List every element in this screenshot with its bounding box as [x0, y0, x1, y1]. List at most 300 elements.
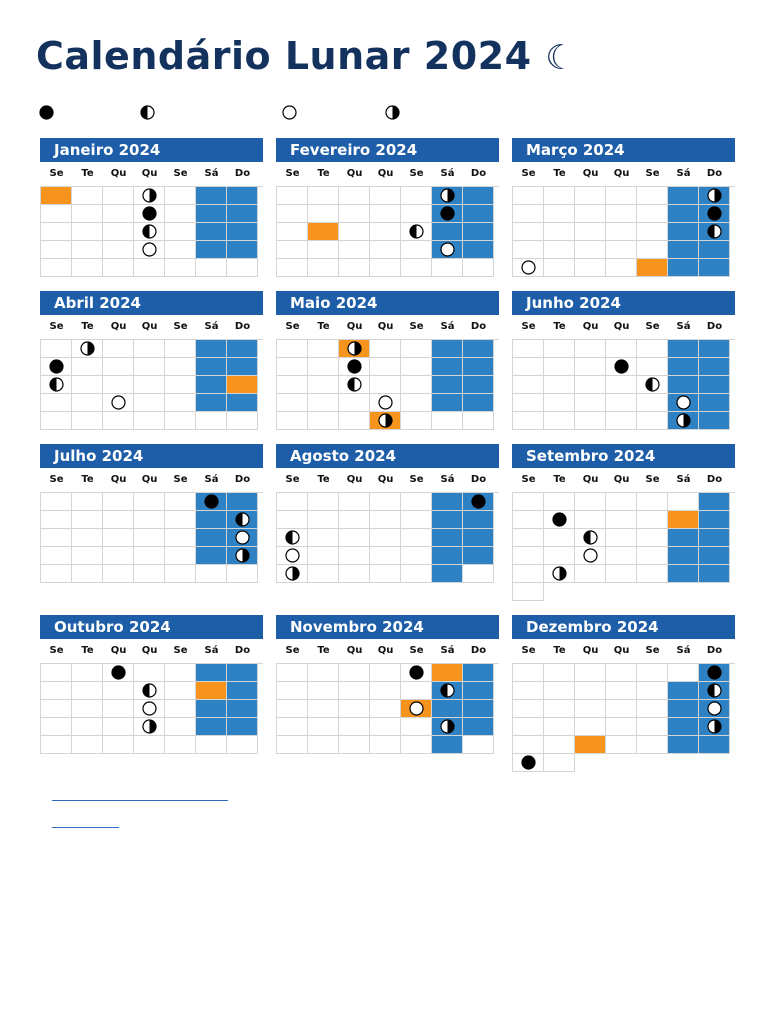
day-cell[interactable]: [308, 529, 339, 547]
day-cell[interactable]: [699, 187, 730, 205]
day-cell[interactable]: [699, 394, 730, 412]
day-cell[interactable]: [699, 547, 730, 565]
day-cell[interactable]: [165, 223, 196, 241]
day-cell[interactable]: [277, 223, 308, 241]
day-cell[interactable]: [432, 529, 463, 547]
day-cell[interactable]: [165, 376, 196, 394]
day-cell[interactable]: [196, 493, 227, 511]
day-cell[interactable]: [637, 205, 668, 223]
day-cell[interactable]: [103, 682, 134, 700]
day-cell[interactable]: [463, 547, 494, 565]
day-cell[interactable]: [606, 529, 637, 547]
day-cell[interactable]: [134, 736, 165, 754]
day-cell[interactable]: [370, 223, 401, 241]
day-cell[interactable]: [432, 718, 463, 736]
day-cell[interactable]: [575, 700, 606, 718]
day-cell[interactable]: [165, 358, 196, 376]
day-cell[interactable]: [606, 205, 637, 223]
day-cell[interactable]: [103, 736, 134, 754]
day-cell[interactable]: [401, 511, 432, 529]
day-cell[interactable]: [699, 493, 730, 511]
day-cell[interactable]: [308, 700, 339, 718]
day-cell[interactable]: [41, 511, 72, 529]
day-cell[interactable]: [544, 412, 575, 430]
day-cell[interactable]: [544, 700, 575, 718]
day-cell[interactable]: [401, 187, 432, 205]
day-cell[interactable]: [72, 565, 103, 583]
day-cell[interactable]: [544, 511, 575, 529]
day-cell[interactable]: [72, 547, 103, 565]
day-cell[interactable]: [513, 718, 544, 736]
day-cell[interactable]: [432, 223, 463, 241]
day-cell[interactable]: [637, 259, 668, 277]
day-cell[interactable]: [370, 511, 401, 529]
day-cell[interactable]: [513, 754, 544, 772]
day-cell[interactable]: [308, 511, 339, 529]
day-cell[interactable]: [339, 241, 370, 259]
day-cell[interactable]: [432, 565, 463, 583]
day-cell[interactable]: [370, 376, 401, 394]
day-cell[interactable]: [668, 358, 699, 376]
day-cell[interactable]: [544, 736, 575, 754]
day-cell[interactable]: [401, 529, 432, 547]
day-cell[interactable]: [134, 493, 165, 511]
day-cell[interactable]: [575, 529, 606, 547]
day-cell[interactable]: [401, 547, 432, 565]
day-cell[interactable]: [606, 736, 637, 754]
day-cell[interactable]: [575, 736, 606, 754]
day-cell[interactable]: [227, 682, 258, 700]
day-cell[interactable]: [277, 736, 308, 754]
day-cell[interactable]: [196, 682, 227, 700]
day-cell[interactable]: [134, 664, 165, 682]
day-cell[interactable]: [544, 358, 575, 376]
day-cell[interactable]: [544, 205, 575, 223]
day-cell[interactable]: [513, 529, 544, 547]
day-cell[interactable]: [668, 565, 699, 583]
day-cell[interactable]: [196, 358, 227, 376]
day-cell[interactable]: [165, 394, 196, 412]
day-cell[interactable]: [668, 700, 699, 718]
day-cell[interactable]: [699, 259, 730, 277]
day-cell[interactable]: [463, 511, 494, 529]
day-cell[interactable]: [277, 241, 308, 259]
day-cell[interactable]: [463, 493, 494, 511]
day-cell[interactable]: [165, 241, 196, 259]
day-cell[interactable]: [72, 340, 103, 358]
day-cell[interactable]: [134, 187, 165, 205]
day-cell[interactable]: [606, 547, 637, 565]
day-cell[interactable]: [165, 547, 196, 565]
day-cell[interactable]: [227, 205, 258, 223]
day-cell[interactable]: [72, 358, 103, 376]
day-cell[interactable]: [41, 340, 72, 358]
day-cell[interactable]: [401, 358, 432, 376]
day-cell[interactable]: [432, 241, 463, 259]
day-cell[interactable]: [308, 718, 339, 736]
day-cell[interactable]: [699, 682, 730, 700]
day-cell[interactable]: [606, 223, 637, 241]
day-cell[interactable]: [401, 565, 432, 583]
day-cell[interactable]: [463, 394, 494, 412]
day-cell[interactable]: [277, 205, 308, 223]
day-cell[interactable]: [401, 493, 432, 511]
day-cell[interactable]: [699, 565, 730, 583]
day-cell[interactable]: [134, 718, 165, 736]
day-cell[interactable]: [165, 700, 196, 718]
day-cell[interactable]: [668, 205, 699, 223]
day-cell[interactable]: [196, 376, 227, 394]
day-cell[interactable]: [41, 223, 72, 241]
day-cell[interactable]: [401, 664, 432, 682]
day-cell[interactable]: [370, 412, 401, 430]
day-cell[interactable]: [103, 376, 134, 394]
day-cell[interactable]: [575, 358, 606, 376]
day-cell[interactable]: [463, 223, 494, 241]
day-cell[interactable]: [41, 187, 72, 205]
day-cell[interactable]: [196, 340, 227, 358]
day-cell[interactable]: [637, 187, 668, 205]
day-cell[interactable]: [606, 241, 637, 259]
day-cell[interactable]: [103, 493, 134, 511]
day-cell[interactable]: [637, 565, 668, 583]
day-cell[interactable]: [41, 682, 72, 700]
day-cell[interactable]: [72, 412, 103, 430]
day-cell[interactable]: [227, 394, 258, 412]
day-cell[interactable]: [699, 376, 730, 394]
day-cell[interactable]: [308, 547, 339, 565]
day-cell[interactable]: [513, 223, 544, 241]
day-cell[interactable]: [339, 340, 370, 358]
day-cell[interactable]: [637, 412, 668, 430]
day-cell[interactable]: [134, 700, 165, 718]
day-cell[interactable]: [637, 682, 668, 700]
day-cell[interactable]: [637, 736, 668, 754]
day-cell[interactable]: [165, 187, 196, 205]
day-cell[interactable]: [513, 241, 544, 259]
day-cell[interactable]: [103, 529, 134, 547]
day-cell[interactable]: [668, 259, 699, 277]
day-cell[interactable]: [544, 394, 575, 412]
day-cell[interactable]: [401, 241, 432, 259]
day-cell[interactable]: [370, 340, 401, 358]
day-cell[interactable]: [277, 700, 308, 718]
day-cell[interactable]: [432, 511, 463, 529]
day-cell[interactable]: [370, 205, 401, 223]
day-cell[interactable]: [370, 259, 401, 277]
day-cell[interactable]: [668, 376, 699, 394]
day-cell[interactable]: [227, 664, 258, 682]
day-cell[interactable]: [339, 358, 370, 376]
day-cell[interactable]: [72, 736, 103, 754]
day-cell[interactable]: [401, 205, 432, 223]
day-cell[interactable]: [575, 718, 606, 736]
day-cell[interactable]: [401, 376, 432, 394]
day-cell[interactable]: [41, 358, 72, 376]
day-cell[interactable]: [72, 223, 103, 241]
day-cell[interactable]: [277, 394, 308, 412]
day-cell[interactable]: [668, 340, 699, 358]
day-cell[interactable]: [699, 205, 730, 223]
day-cell[interactable]: [134, 205, 165, 223]
day-cell[interactable]: [575, 259, 606, 277]
day-cell[interactable]: [463, 340, 494, 358]
day-cell[interactable]: [41, 547, 72, 565]
day-cell[interactable]: [575, 412, 606, 430]
day-cell[interactable]: [668, 682, 699, 700]
day-cell[interactable]: [513, 259, 544, 277]
day-cell[interactable]: [606, 511, 637, 529]
day-cell[interactable]: [134, 340, 165, 358]
day-cell[interactable]: [165, 529, 196, 547]
day-cell[interactable]: [103, 664, 134, 682]
day-cell[interactable]: [227, 547, 258, 565]
day-cell[interactable]: [134, 511, 165, 529]
day-cell[interactable]: [668, 412, 699, 430]
day-cell[interactable]: [544, 376, 575, 394]
day-cell[interactable]: [463, 358, 494, 376]
day-cell[interactable]: [370, 358, 401, 376]
day-cell[interactable]: [637, 529, 668, 547]
day-cell[interactable]: [544, 259, 575, 277]
day-cell[interactable]: [637, 547, 668, 565]
day-cell[interactable]: [513, 700, 544, 718]
day-cell[interactable]: [41, 700, 72, 718]
day-cell[interactable]: [668, 547, 699, 565]
day-cell[interactable]: [277, 358, 308, 376]
day-cell[interactable]: [103, 259, 134, 277]
day-cell[interactable]: [699, 358, 730, 376]
day-cell[interactable]: [401, 340, 432, 358]
day-cell[interactable]: [165, 682, 196, 700]
day-cell[interactable]: [72, 664, 103, 682]
day-cell[interactable]: [606, 376, 637, 394]
day-cell[interactable]: [339, 529, 370, 547]
day-cell[interactable]: [370, 493, 401, 511]
day-cell[interactable]: [72, 205, 103, 223]
day-cell[interactable]: [606, 718, 637, 736]
day-cell[interactable]: [432, 736, 463, 754]
day-cell[interactable]: [103, 241, 134, 259]
day-cell[interactable]: [41, 205, 72, 223]
day-cell[interactable]: [606, 259, 637, 277]
day-cell[interactable]: [699, 412, 730, 430]
day-cell[interactable]: [575, 565, 606, 583]
day-cell[interactable]: [72, 511, 103, 529]
day-cell[interactable]: [606, 412, 637, 430]
day-cell[interactable]: [196, 241, 227, 259]
day-cell[interactable]: [432, 700, 463, 718]
day-cell[interactable]: [463, 187, 494, 205]
day-cell[interactable]: [637, 700, 668, 718]
day-cell[interactable]: [370, 241, 401, 259]
day-cell[interactable]: [41, 376, 72, 394]
day-cell[interactable]: [134, 223, 165, 241]
day-cell[interactable]: [699, 664, 730, 682]
day-cell[interactable]: [513, 376, 544, 394]
day-cell[interactable]: [134, 241, 165, 259]
day-cell[interactable]: [668, 223, 699, 241]
day-cell[interactable]: [165, 340, 196, 358]
day-cell[interactable]: [227, 718, 258, 736]
day-cell[interactable]: [339, 376, 370, 394]
day-cell[interactable]: [575, 394, 606, 412]
day-cell[interactable]: [513, 412, 544, 430]
day-cell[interactable]: [196, 718, 227, 736]
day-cell[interactable]: [370, 547, 401, 565]
day-cell[interactable]: [196, 205, 227, 223]
day-cell[interactable]: [699, 718, 730, 736]
day-cell[interactable]: [103, 565, 134, 583]
day-cell[interactable]: [370, 736, 401, 754]
day-cell[interactable]: [103, 358, 134, 376]
day-cell[interactable]: [72, 376, 103, 394]
day-cell[interactable]: [134, 682, 165, 700]
day-cell[interactable]: [637, 511, 668, 529]
day-cell[interactable]: [227, 187, 258, 205]
day-cell[interactable]: [339, 259, 370, 277]
day-cell[interactable]: [513, 583, 544, 601]
day-cell[interactable]: [227, 493, 258, 511]
day-cell[interactable]: [432, 547, 463, 565]
day-cell[interactable]: [699, 241, 730, 259]
day-cell[interactable]: [513, 394, 544, 412]
day-cell[interactable]: [513, 547, 544, 565]
day-cell[interactable]: [72, 259, 103, 277]
day-cell[interactable]: [668, 529, 699, 547]
day-cell[interactable]: [196, 511, 227, 529]
day-cell[interactable]: [134, 529, 165, 547]
day-cell[interactable]: [463, 205, 494, 223]
day-cell[interactable]: [339, 547, 370, 565]
day-cell[interactable]: [637, 358, 668, 376]
day-cell[interactable]: [103, 205, 134, 223]
day-cell[interactable]: [165, 664, 196, 682]
day-cell[interactable]: [196, 547, 227, 565]
day-cell[interactable]: [668, 736, 699, 754]
day-cell[interactable]: [370, 529, 401, 547]
day-cell[interactable]: [432, 205, 463, 223]
footer-link-2[interactable]: [52, 827, 119, 828]
day-cell[interactable]: [432, 664, 463, 682]
day-cell[interactable]: [196, 664, 227, 682]
day-cell[interactable]: [544, 241, 575, 259]
day-cell[interactable]: [41, 241, 72, 259]
day-cell[interactable]: [277, 565, 308, 583]
day-cell[interactable]: [227, 340, 258, 358]
day-cell[interactable]: [72, 493, 103, 511]
day-cell[interactable]: [544, 547, 575, 565]
day-cell[interactable]: [463, 664, 494, 682]
day-cell[interactable]: [41, 394, 72, 412]
day-cell[interactable]: [699, 529, 730, 547]
day-cell[interactable]: [227, 700, 258, 718]
day-cell[interactable]: [637, 394, 668, 412]
day-cell[interactable]: [308, 376, 339, 394]
day-cell[interactable]: [277, 376, 308, 394]
day-cell[interactable]: [227, 511, 258, 529]
day-cell[interactable]: [308, 259, 339, 277]
day-cell[interactable]: [544, 223, 575, 241]
day-cell[interactable]: [196, 223, 227, 241]
day-cell[interactable]: [432, 187, 463, 205]
day-cell[interactable]: [165, 205, 196, 223]
day-cell[interactable]: [41, 493, 72, 511]
day-cell[interactable]: [637, 241, 668, 259]
day-cell[interactable]: [544, 718, 575, 736]
day-cell[interactable]: [103, 340, 134, 358]
day-cell[interactable]: [227, 358, 258, 376]
day-cell[interactable]: [575, 682, 606, 700]
day-cell[interactable]: [513, 358, 544, 376]
day-cell[interactable]: [370, 394, 401, 412]
day-cell[interactable]: [308, 358, 339, 376]
day-cell[interactable]: [575, 376, 606, 394]
day-cell[interactable]: [432, 340, 463, 358]
day-cell[interactable]: [103, 511, 134, 529]
day-cell[interactable]: [432, 394, 463, 412]
day-cell[interactable]: [41, 736, 72, 754]
day-cell[interactable]: [699, 223, 730, 241]
day-cell[interactable]: [308, 205, 339, 223]
day-cell[interactable]: [339, 718, 370, 736]
day-cell[interactable]: [370, 718, 401, 736]
day-cell[interactable]: [699, 511, 730, 529]
day-cell[interactable]: [668, 511, 699, 529]
day-cell[interactable]: [699, 340, 730, 358]
day-cell[interactable]: [544, 682, 575, 700]
day-cell[interactable]: [103, 547, 134, 565]
day-cell[interactable]: [308, 565, 339, 583]
day-cell[interactable]: [227, 223, 258, 241]
day-cell[interactable]: [575, 223, 606, 241]
day-cell[interactable]: [339, 394, 370, 412]
day-cell[interactable]: [370, 682, 401, 700]
footer-link-1[interactable]: [52, 800, 228, 801]
day-cell[interactable]: [606, 700, 637, 718]
day-cell[interactable]: [432, 493, 463, 511]
day-cell[interactable]: [401, 394, 432, 412]
day-cell[interactable]: [308, 394, 339, 412]
day-cell[interactable]: [134, 376, 165, 394]
day-cell[interactable]: [277, 718, 308, 736]
day-cell[interactable]: [606, 358, 637, 376]
day-cell[interactable]: [463, 700, 494, 718]
day-cell[interactable]: [134, 547, 165, 565]
day-cell[interactable]: [72, 241, 103, 259]
day-cell[interactable]: [637, 223, 668, 241]
day-cell[interactable]: [103, 187, 134, 205]
day-cell[interactable]: [401, 736, 432, 754]
day-cell[interactable]: [165, 718, 196, 736]
day-cell[interactable]: [432, 376, 463, 394]
day-cell[interactable]: [668, 241, 699, 259]
day-cell[interactable]: [41, 565, 72, 583]
day-cell[interactable]: [401, 412, 432, 430]
day-cell[interactable]: [370, 700, 401, 718]
day-cell[interactable]: [463, 241, 494, 259]
day-cell[interactable]: [72, 718, 103, 736]
day-cell[interactable]: [227, 529, 258, 547]
day-cell[interactable]: [401, 682, 432, 700]
day-cell[interactable]: [699, 700, 730, 718]
day-cell[interactable]: [308, 682, 339, 700]
day-cell[interactable]: [513, 205, 544, 223]
day-cell[interactable]: [196, 187, 227, 205]
day-cell[interactable]: [513, 565, 544, 583]
day-cell[interactable]: [165, 493, 196, 511]
day-cell[interactable]: [196, 529, 227, 547]
